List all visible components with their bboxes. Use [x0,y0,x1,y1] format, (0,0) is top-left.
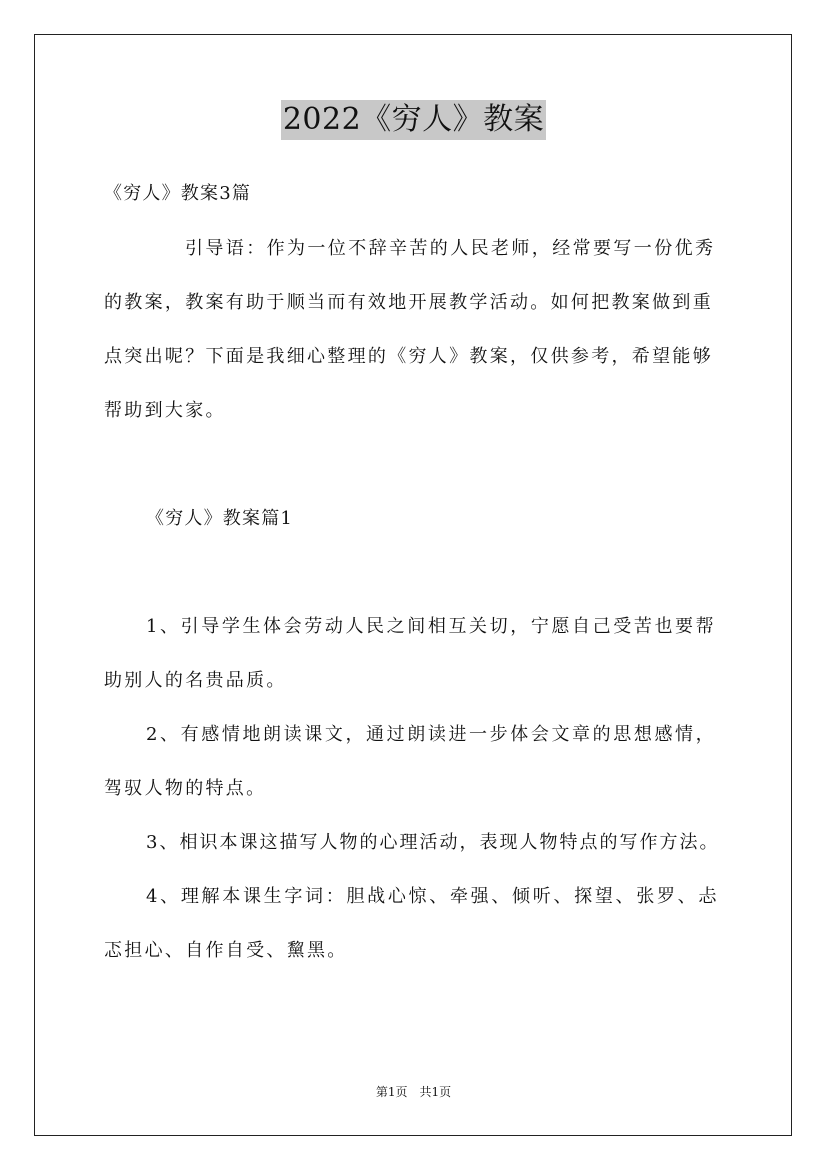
document-title: 2022《穷人》教案 [281,100,546,140]
intro-line-3: 点突出呢？下面是我细心整理的《穷人》教案，仅供参考，希望能够 [104,346,713,367]
intro-line-2: 的教案，教案有助于顺当而有效地开展教学活动。如何把教案做到重 [104,292,713,313]
objective-2-line-2: 驾驭人物的特点。 [104,778,267,799]
intro-line-1: 引导语：作为一位不辞辛苦的人民老师，经常要写一份优秀 [185,238,716,259]
page-number-footer: 第1页 共1页 [375,1085,452,1099]
document-subtitle: 《穷人》教案3篇 [104,183,252,204]
objective-1-line-1: 1、引导学生体会劳动人民之间相互关切，宁愿自己受苦也要帮 [146,616,717,637]
objective-3-line-1: 3、相识本课这描写人物的心理活动，表现人物特点的写作方法。 [146,832,720,853]
title-container [0,100,827,140]
intro-line-4: 帮助到大家。 [104,400,226,421]
section-heading: 《穷人》教案篇1 [146,508,294,529]
objective-4-line-2: 忑担心、自作自受、黧黑。 [104,940,348,961]
objective-1-line-2: 助别人的名贵品质。 [104,670,287,691]
objective-4-line-1: 4、理解本课生字词：胆战心惊、牵强、倾听、探望、张罗、忐 [146,886,720,907]
objective-2-line-1: 2、有感情地朗读课文，通过朗读进一步体会文章的思想感情， [146,724,717,745]
